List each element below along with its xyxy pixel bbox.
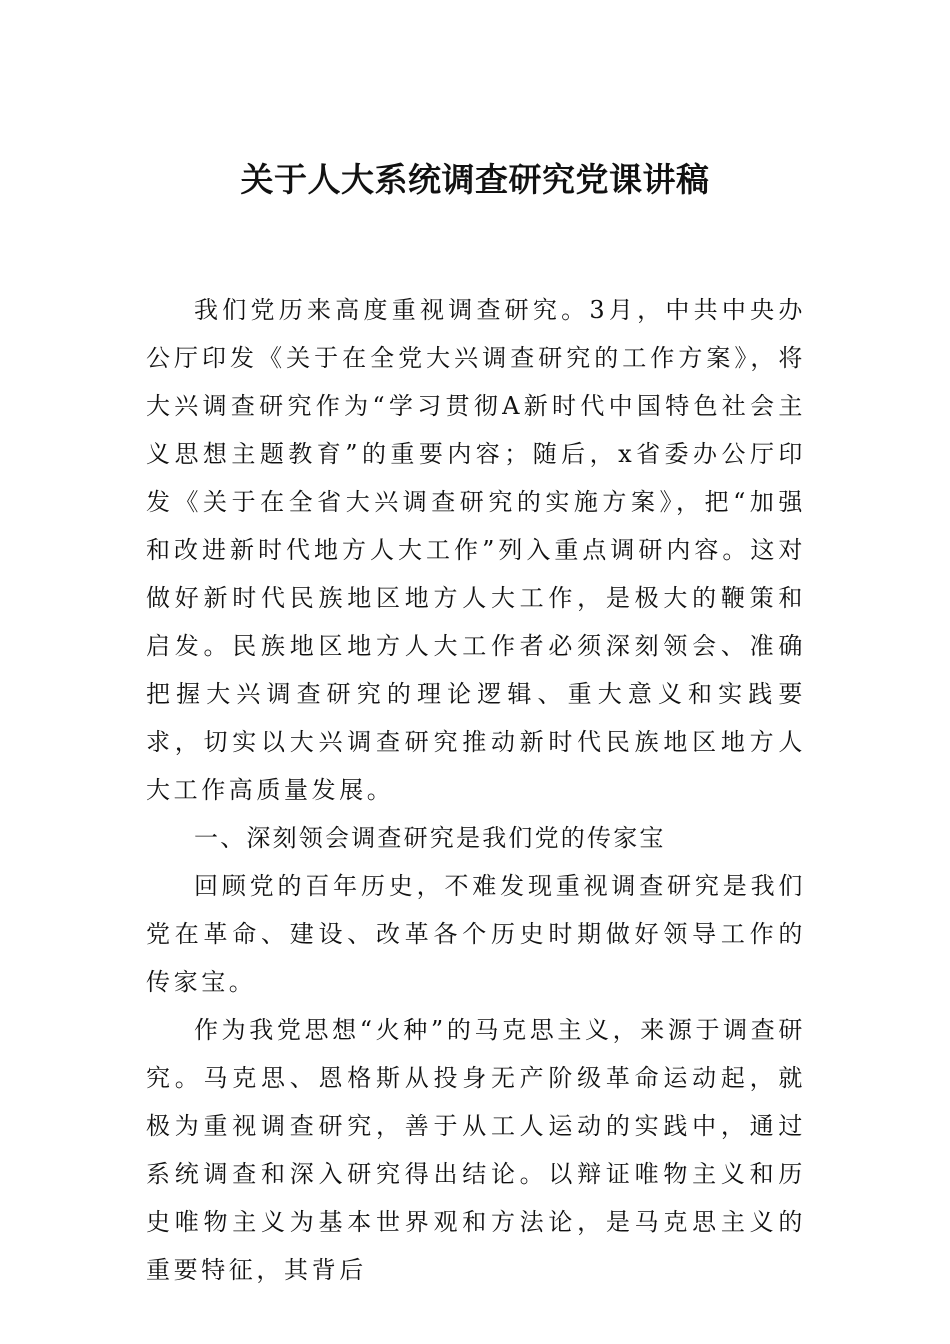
- document-body: [146, 286, 806, 1294]
- document-title: 关于人大系统调查研究党课讲稿: [240, 160, 710, 199]
- paragraph-history: 回顾党的百年历史，不难发现重视调查研究是我们党在革命、建设、改革各个历史时期做好领导工作的传家宝。: [146, 872, 806, 996]
- section-heading-1: 一、深刻领会调查研究是我们党的传家宝: [194, 824, 666, 852]
- paragraph-marxism: 作为我党思想“火种”的马克思主义，来源于调查研究。马克思、恩格斯从投身无产阶级革命运动起，就极为重视调查研究，善于从工人运动的实践中，通过系统调查和深入研究得出结论。以辩证唯物主义和历史唯物主义为基本世界观和方法论，是马克思主义的重要特征，其背后: [146, 1016, 806, 1284]
- paragraph-intro: 我们党历来高度重视调查研究。3月，中共中央办公厅印发《关于在全党大兴调查研究的工作方案》，将大兴调查研究作为“学习贯彻A新时代中国特色社会主义思想主题教育”的重要内容；随后，x省委办公厅印发《关于在全省大兴调查研究的实施方案》，把“加强和改进新时代地方人大工作”列入重点调研内容。这对做好新时代民族地区地方人大工作，是极大的鞭策和启发。民族地区地方人大工作者必须深刻领会、准确把握大兴调查研究的理论逻辑、重大意义和实践要求，切实以大兴调查研究推动新时代民族地区地方人大工作高质量发展。: [146, 296, 806, 804]
